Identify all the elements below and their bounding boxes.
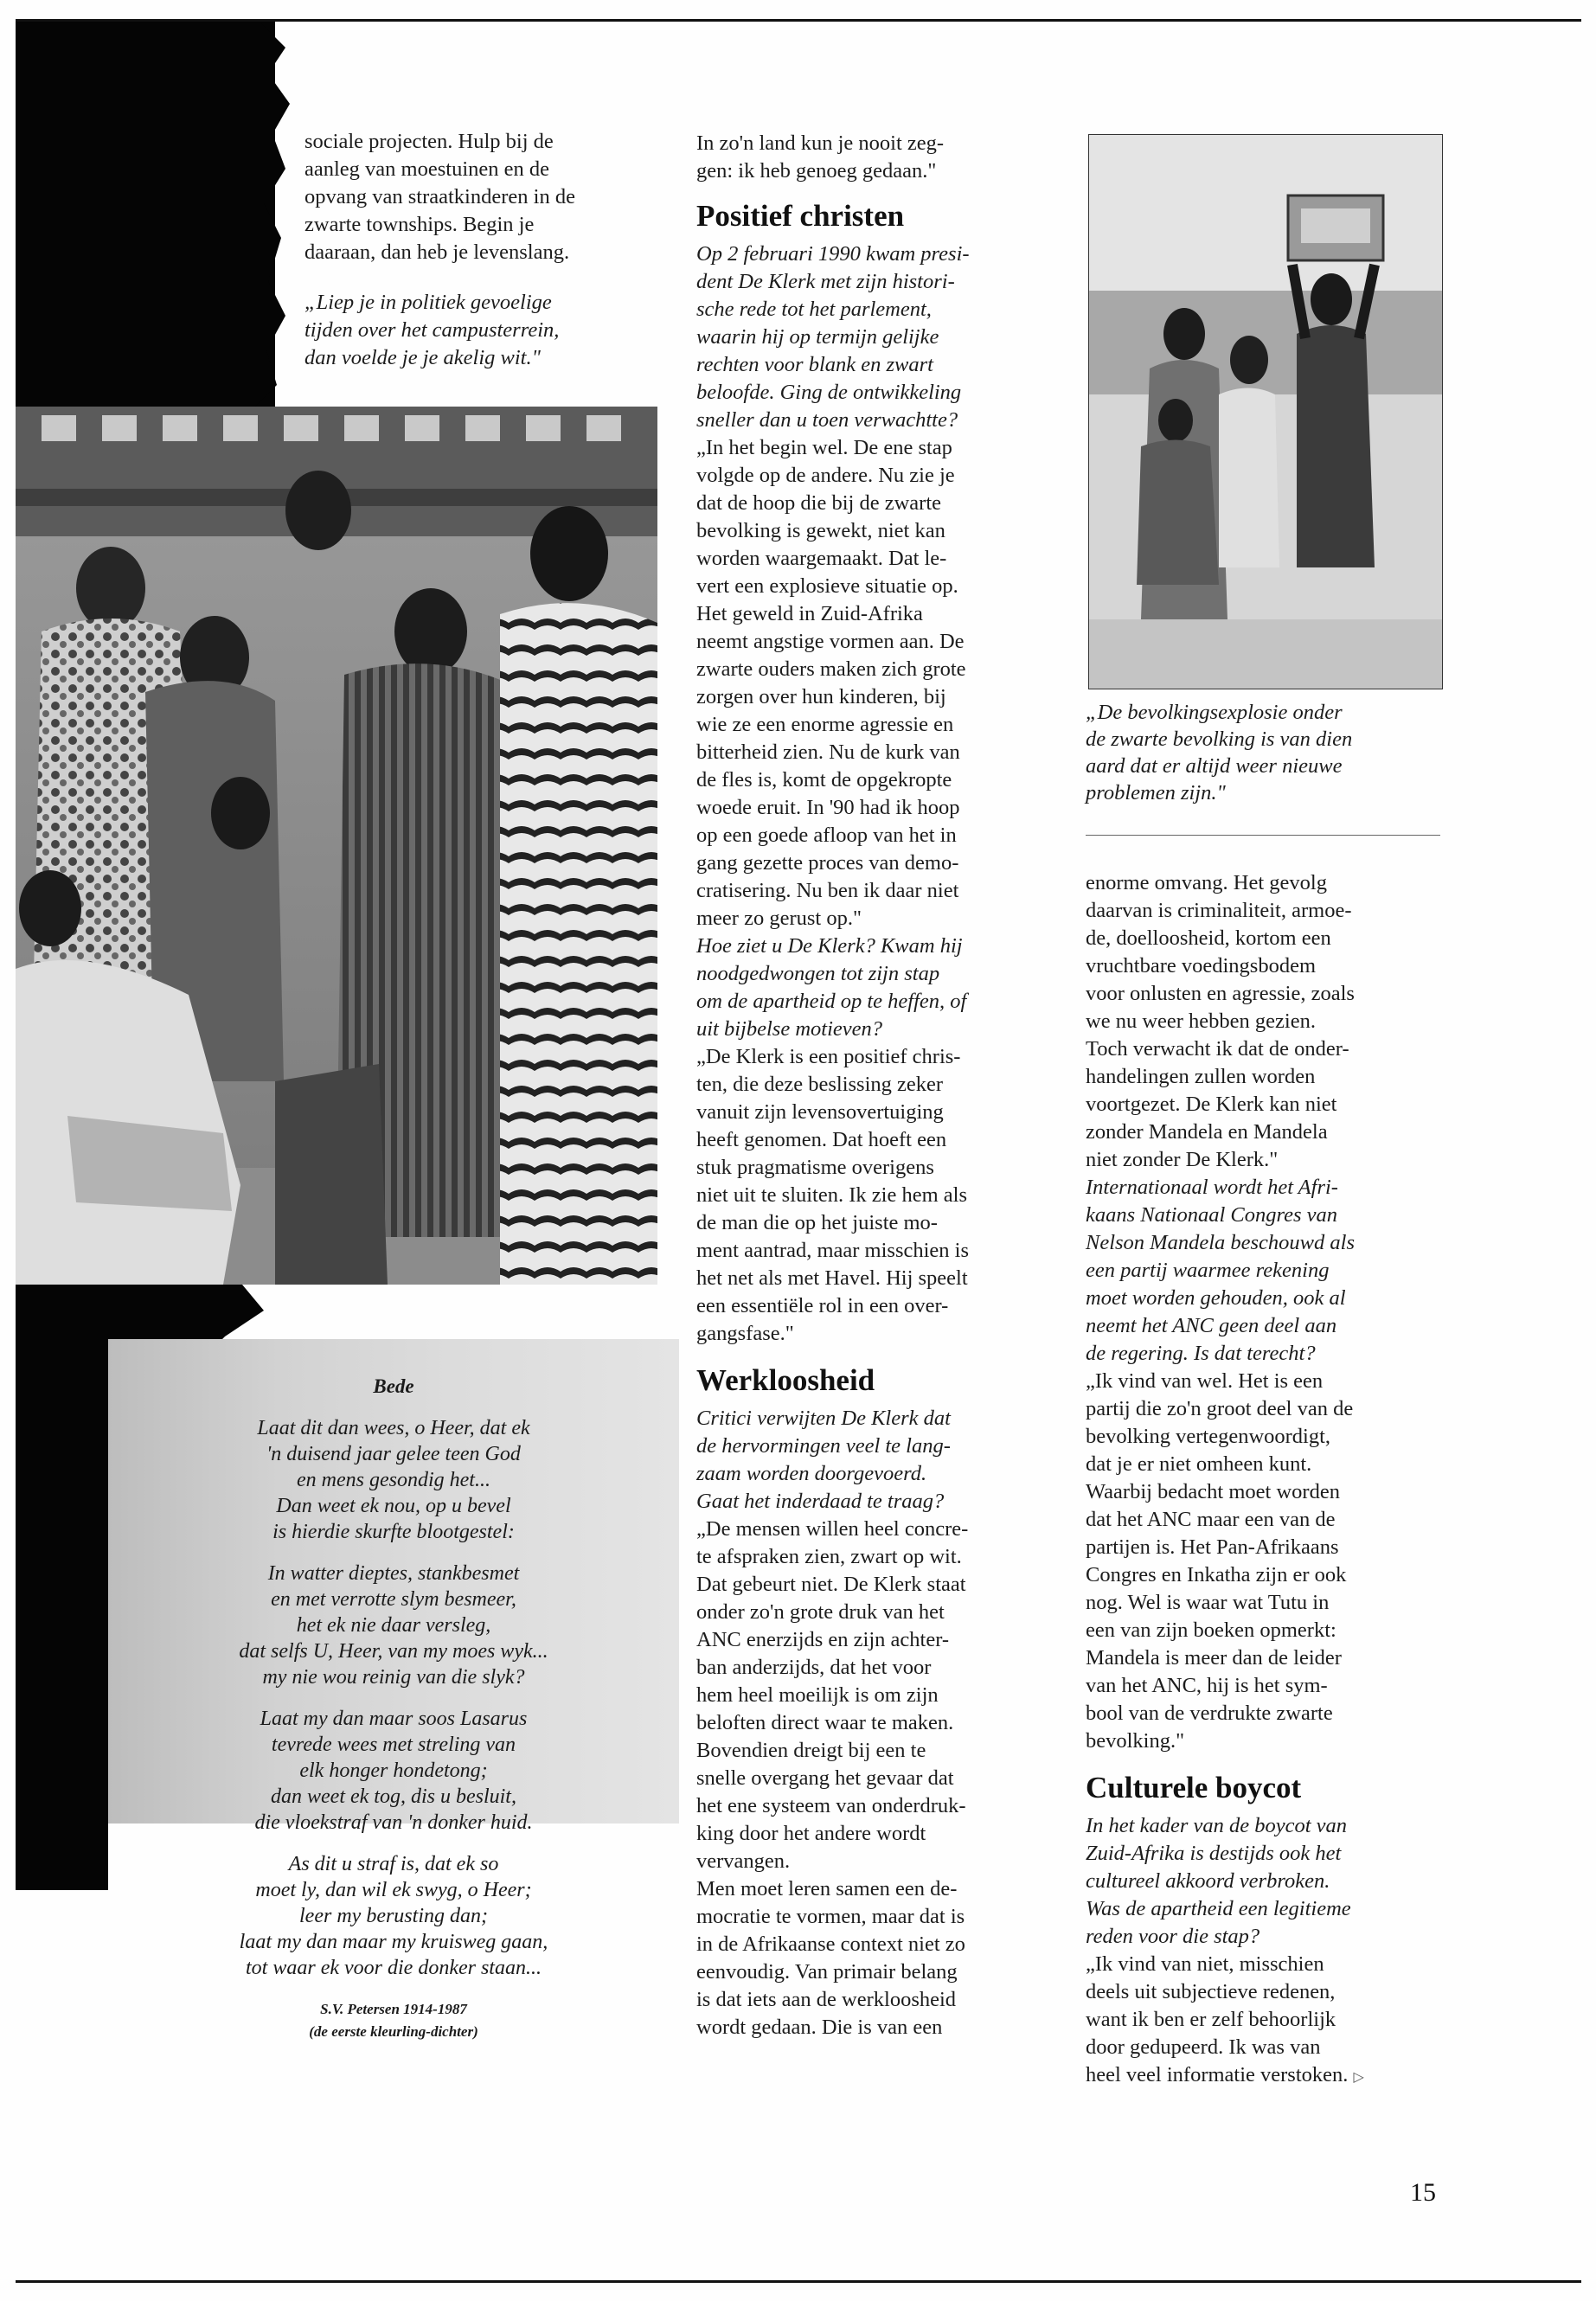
poem-line: laat my dan maar my kruisweg gaan, [239, 1931, 548, 1953]
question-line: neemt het ANC geen deel aan [1086, 1314, 1337, 1337]
black-band-top [16, 22, 275, 407]
answer-line: cratisering. Nu ben ik daar niet [696, 879, 959, 902]
answer-line: „De Klerk is een positief chris- [696, 1045, 961, 1068]
answer-line: op een goede afloop van het in [696, 824, 957, 847]
poem-line: As dit u straf is, dat ek so [288, 1853, 499, 1875]
poem-line: leer my berusting dan; [299, 1905, 488, 1927]
pull-quote-line: dan voelde je je akelig wit." [304, 346, 541, 369]
answer-line [1086, 2061, 1449, 2092]
question-line: moet worden gehouden, ook al [1086, 1286, 1346, 1310]
poem-line: elk honger hondetong; [299, 1759, 488, 1782]
answer-line: ban anderzijds, dat het voor [696, 1656, 932, 1679]
answer-line: van het ANC, hij is het sym- [1086, 1674, 1328, 1697]
answer-line: eenvoudig. Van primair belang [696, 1960, 958, 1984]
caption-line: aard dat er altijd weer nieuwe [1086, 754, 1343, 778]
question-line: Hoe ziet u De Klerk? Kwam hij [696, 934, 963, 958]
bottom-rule [16, 2280, 1581, 2283]
answer-line: in de Afrikaanse context niet zo [696, 1932, 965, 1956]
col1-line: opvang van straatkinderen in de [304, 185, 575, 208]
answer-line: deels uit subjectieve redenen, [1086, 1980, 1336, 2003]
answer-line: ten, die deze beslissing zeker [696, 1073, 944, 1096]
answer-line: Dat gebeurt niet. De Klerk staat [696, 1573, 966, 1596]
answer-line: de man die op het juiste mo- [696, 1211, 938, 1234]
answer-line: snelle overgang het gevaar dat [696, 1766, 954, 1790]
pull-quote-line: „Liep je in politiek gevoelige [304, 291, 552, 314]
answer-line: „De mensen willen heel concre- [696, 1517, 969, 1541]
question-line: reden voor die stap? [1086, 1925, 1260, 1948]
answer-line: heeft genomen. Dat hoeft een [696, 1128, 947, 1151]
poem-line: my nie wou reinig van die slyk? [262, 1666, 525, 1689]
group-photo [16, 407, 657, 1285]
poem-stanza [108, 1415, 679, 1545]
answer-line: niet zonder De Klerk." [1086, 1148, 1279, 1171]
answer-line: zorgen over hun kinderen, bij [696, 685, 946, 708]
answer-line: door gedupeerd. Ik was van [1086, 2035, 1321, 2059]
question-line: sneller dan u toen verwachtte? [696, 408, 958, 432]
question-line: noodgedwongen tot zijn stap [696, 962, 940, 985]
section-heading-werkloosheid: Werkloosheid [696, 1363, 875, 1397]
poem-line: tevrede wees met streling van [271, 1734, 516, 1756]
children-photo [1088, 134, 1443, 689]
poem-line: Laat my dan maar soos Lasarus [260, 1708, 528, 1730]
section-heading-positief-christen: Positief christen [696, 199, 905, 233]
answer-line: vruchtbare voedingsbodem [1086, 954, 1317, 977]
answer-line: vanuit zijn levensovertuiging [696, 1100, 944, 1124]
answer-line: we nu weer hebben gezien. [1086, 1009, 1316, 1033]
poem-title: Bede [373, 1375, 414, 1397]
black-band-zigzag-top [251, 22, 303, 411]
poem-box [108, 1339, 679, 2040]
section-heading-culturele-boycot: Culturele boycot [1086, 1771, 1302, 1804]
answer-line: volgde op de andere. Nu zie je [696, 464, 955, 487]
answer-line: mocratie te vormen, maar dat is [696, 1905, 965, 1928]
answer-line: king door het andere wordt [696, 1822, 926, 1845]
answer-line: dat het ANC maar een van de [1086, 1508, 1336, 1531]
col1-line: sociale projecten. Hulp bij de [304, 130, 554, 153]
answer-line: Bovendien dreigt bij een te [696, 1739, 926, 1762]
col1-line: daaraan, dan heb je levenslang. [304, 240, 570, 264]
answer-line: partij die zo'n groot deel van de [1086, 1397, 1354, 1420]
answer-line: want ik ben er zelf behoorlijk [1086, 2008, 1336, 2031]
question-line: uit bijbelse motieven? [696, 1017, 882, 1041]
answer-line: dat de hoop die bij de zwarte [696, 491, 942, 515]
question-line: een partij waarmee rekening [1086, 1259, 1330, 1282]
question-line: Critici verwijten De Klerk dat [696, 1407, 951, 1430]
answer-line: wie ze een enorme agressie en [696, 713, 954, 736]
question-line: cultureel akkoord verbroken. [1086, 1869, 1330, 1893]
poem-line: het ek nie daar versleg, [296, 1614, 491, 1637]
answer-line: handelingen zullen worden [1086, 1065, 1316, 1088]
question-line: beloofde. Ging de ontwikkeling [696, 381, 962, 404]
answer-line: dat je er niet omheen kunt. [1086, 1452, 1312, 1476]
answer-line: wordt gedaan. Die is van een [696, 2016, 943, 2039]
answer-line: een van zijn boeken opmerkt: [1086, 1618, 1336, 1642]
question-line: de regering. Is dat terecht? [1086, 1342, 1316, 1365]
answer-line: is dat iets aan de werkloosheid [696, 1988, 957, 2011]
answer-line: voortgezet. De Klerk kan niet [1086, 1093, 1337, 1116]
answer-line: Toch verwacht ik dat de onder- [1086, 1037, 1349, 1061]
answer-line: daarvan is criminaliteit, armoe- [1086, 899, 1352, 922]
answer-line: de fles is, komt de opgekropte [696, 768, 952, 792]
photo-caption [1086, 699, 1440, 806]
answer-line: worden waargemaakt. Dat le- [696, 547, 947, 570]
answer-line: vert een explosieve situatie op. [696, 574, 958, 598]
poem-stanza [108, 1561, 679, 1690]
caption-line: „De bevolkingsexplosie onder [1086, 701, 1343, 724]
answer-line: „Ik vind van niet, misschien [1086, 1952, 1324, 1976]
answer-line: partijen is. Het Pan-Afrikaans [1086, 1535, 1339, 1559]
poem-line: en mens gesondig het... [297, 1469, 490, 1491]
question-line: waarin hij op termijn gelijke [696, 325, 939, 349]
pull-quote-line: tijden over het campusterrein, [304, 318, 560, 342]
continue-arrow-icon: ▷ [1353, 2070, 1364, 2085]
answer-line: gang gezette proces van demo- [696, 851, 959, 875]
poem-author: S.V. Petersen 1914-1987 [320, 2001, 467, 2017]
poem-line: die vloekstraf van 'n donker huid. [254, 1811, 533, 1834]
answer-line: vervangen. [696, 1849, 791, 1873]
question-line: sche rede tot het parlement, [696, 298, 932, 321]
question-line: dent De Klerk met zijn histori- [696, 270, 955, 293]
poem-stanza [108, 1706, 679, 1836]
answer-line: Congres en Inkatha zijn er ook [1086, 1563, 1347, 1586]
poem-line: is hierdie skurfte blootgestel: [272, 1521, 515, 1543]
col1-line: aanleg van moestuinen en de [304, 157, 550, 181]
answer-line: neemt angstige vormen aan. De [696, 630, 965, 653]
question-line: Internationaal wordt het Afri- [1086, 1176, 1338, 1199]
answer-line: stuk pragmatisme overigens [696, 1156, 934, 1179]
answer-line: onder zo'n grote druk van het [696, 1600, 945, 1624]
answer-line: bevolking vertegenwoordigt, [1086, 1425, 1331, 1448]
answer-line: niet uit te sluiten. Ik zie hem als [696, 1183, 967, 1207]
poem-line: dan weet ek tog, dis u besluit, [271, 1785, 516, 1808]
answer-line: voor onlusten en agressie, zoals [1086, 982, 1355, 1005]
question-line: rechten voor blank en zwart [696, 353, 933, 376]
poem-line: dat selfs U, Heer, van my moes wyk... [239, 1640, 548, 1663]
column-3-text [1086, 869, 1449, 2092]
question-line: de hervormingen veel te lang- [696, 1434, 951, 1458]
poem-line: tot waar ek voor die donker staan... [246, 1957, 542, 1979]
answer-line: zonder Mandela en Mandela [1086, 1120, 1328, 1144]
poem-line: Laat dit dan wees, o Heer, dat ek [257, 1417, 530, 1439]
answer-line: bevolking." [1086, 1729, 1185, 1753]
answer-line: Waarbij bedacht moet worden [1086, 1480, 1340, 1503]
question-line: Was de apartheid een legitieme [1086, 1897, 1351, 1920]
answer-line: nog. Wel is waar wat Tutu in [1086, 1591, 1330, 1614]
answer-line: bool van de verdrukte zwarte [1086, 1702, 1333, 1725]
question-line: In het kader van de boycot van [1086, 1814, 1348, 1837]
answer-line: „Ik vind van wel. Het is een [1086, 1369, 1324, 1393]
poem-line: moet ly, dan wil ek swyg, o Heer; [255, 1879, 532, 1901]
caption-line: problemen zijn." [1086, 781, 1226, 804]
answer-line: ANC enerzijds en zijn achter- [696, 1628, 950, 1651]
page-number: 15 [1410, 2178, 1436, 2207]
answer-line: bitterheid zien. Nu de kurk van [696, 740, 960, 764]
answer-line: Men moet leren samen een de- [696, 1877, 958, 1900]
poem-line: en met verrotte slym besmeer, [271, 1588, 516, 1611]
answer-line: Mandela is meer dan de leider [1086, 1646, 1342, 1670]
caption-line: de zwarte bevolking is van dien [1086, 727, 1353, 751]
poem-line: 'n duisend jaar gelee teen God [266, 1443, 521, 1465]
col2-line: gen: ik heb genoeg gedaan." [696, 159, 937, 183]
answer-line: te afspraken zien, zwart op wit. [696, 1545, 962, 1568]
caption-rule [1086, 835, 1440, 836]
col1-line: zwarte townships. Begin je [304, 213, 535, 236]
black-band-bottom [16, 1285, 108, 1890]
answer-line: bevolking is gewekt, niet kan [696, 519, 945, 542]
question-line: Op 2 februari 1990 kwam presi- [696, 242, 970, 266]
poem-stanza [108, 1851, 679, 1981]
answer-line: beloften direct waar te maken. [696, 1711, 954, 1734]
column-1-text [304, 128, 659, 372]
answer-line-text: heel veel informatie verstoken. [1086, 2063, 1349, 2086]
question-line: Gaat het inderdaad te traag? [696, 1490, 945, 1513]
answer-line: woede eruit. In '90 had ik hoop [696, 796, 960, 819]
poem-line: Dan weet ek nou, op u bevel [276, 1495, 511, 1517]
column-2-text [696, 130, 1060, 2041]
answer-line: Het geweld in Zuid-Afrika [696, 602, 923, 625]
question-line: zaam worden doorgevoerd. [696, 1462, 927, 1485]
poem-author-note: (de eerste kleurling-dichter) [309, 2023, 478, 2040]
answer-line: een essentiële rol in een over- [696, 1294, 949, 1317]
answer-line: de, doelloosheid, kortom een [1086, 926, 1331, 950]
answer-line: hem heel moeilijk is om zijn [696, 1683, 939, 1707]
question-line: Nelson Mandela beschouwd als [1086, 1231, 1355, 1254]
answer-line: gangsfase." [696, 1322, 794, 1345]
answer-line: het net als met Havel. Hij speelt [696, 1266, 968, 1290]
answer-line: het ene systeem van onderdruk- [696, 1794, 966, 1817]
answer-line: enorme omvang. Het gevolg [1086, 871, 1327, 894]
question-line: Zuid-Afrika is destijds ook het [1086, 1842, 1342, 1865]
col2-line: In zo'n land kun je nooit zeg- [696, 131, 945, 155]
answer-line: ment aantrad, maar misschien is [696, 1239, 969, 1262]
poem-line: In watter dieptes, stankbesmet [267, 1562, 520, 1585]
question-line: om de apartheid op te heffen, of [696, 990, 967, 1013]
question-line: kaans Nationaal Congres van [1086, 1203, 1338, 1227]
answer-line: „In het begin wel. De ene stap [696, 436, 952, 459]
answer-line: zwarte ouders maken zich grote [696, 657, 966, 681]
answer-line: meer zo gerust op." [696, 907, 862, 930]
